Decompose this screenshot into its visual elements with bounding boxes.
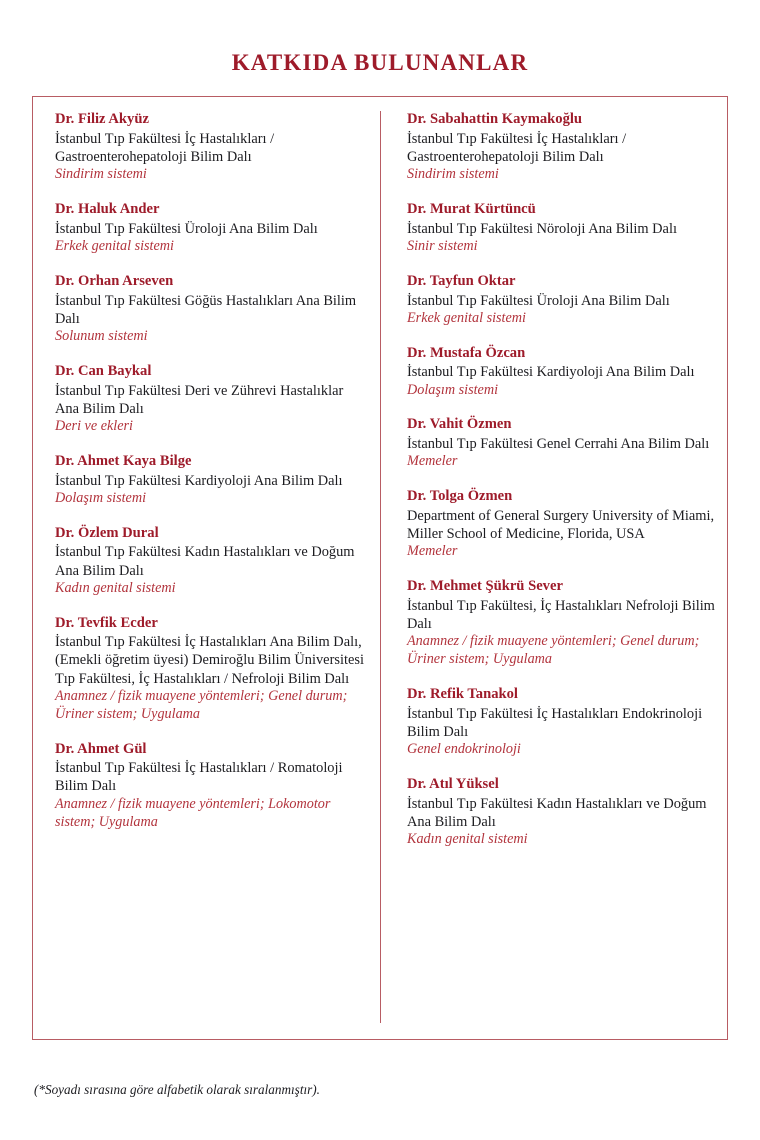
contributor-entry (407, 201, 717, 256)
contributor-entry (55, 363, 364, 436)
contributor-topic: Anamnez / fizik muayene yöntemleri; Lokomotor sistem; Uygulama (55, 795, 331, 830)
contributor-topic: Solunum sistemi (55, 327, 148, 344)
contributor-topic: Dolaşım sistemi (55, 489, 147, 506)
contributor-affiliation: İstanbul Tıp Fakültesi Kardiyoloji Ana Bilim Dalı (55, 472, 343, 489)
contributor-name: Dr. Tayfun Oktar (407, 272, 516, 289)
contributor-name: Dr. Mustafa Özcan (407, 344, 526, 361)
contributor-affiliation: İstanbul Tıp Fakültesi Kadın Hastalıkları ve Doğum Ana Bilim Dalı (55, 544, 355, 579)
contributor-affiliation: Department of General Surgery University of Miami, Miller School of Medicine, Florida, USA (407, 508, 715, 543)
contributor-name: Dr. Ahmet Kaya Bilge (55, 452, 192, 469)
contributor-topic: Sindirim sistemi (55, 166, 147, 183)
contributor-name: Dr. Murat Kürtüncü (407, 200, 536, 217)
contributor-affiliation: İstanbul Tıp Fakültesi Deri ve Zührevi Hastalıklar Ana Bilim Dalı (55, 382, 344, 417)
contributor-entry (55, 453, 364, 508)
contributor-entry (407, 776, 717, 849)
contributor-entry (55, 615, 364, 724)
contributor-name: Dr. Atıl Yüksel (407, 776, 499, 793)
contributor-name: Dr. Sabahattin Kaymakoğlu (407, 111, 583, 127)
contributor-entry (407, 578, 717, 669)
contributor-entry (55, 201, 364, 256)
contributor-affiliation: İstanbul Tıp Fakültesi Üroloji Ana Bilim Dalı (55, 220, 318, 237)
contributor-entry (55, 111, 364, 184)
contributor-entry (55, 741, 364, 832)
contributor-name: Dr. Haluk Ander (55, 200, 160, 217)
contributor-topic: Anamnez / fizik muayene yöntemleri; Genel durum; Üriner sistem; Uygulama (55, 687, 348, 722)
contributor-affiliation: İstanbul Tıp Fakültesi Üroloji Ana Bilim Dalı (407, 292, 670, 309)
contributor-entry (55, 525, 364, 598)
contributor-entry (407, 273, 717, 328)
contributor-name: Dr. Vahit Özmen (407, 416, 512, 433)
contributor-entry (407, 488, 717, 561)
contributors-column-left (33, 111, 380, 1023)
contributor-entry (407, 416, 717, 471)
contributor-affiliation: İstanbul Tıp Fakültesi Nöroloji Ana Bilim Dalı (407, 220, 677, 237)
contributor-name: Dr. Tolga Özmen (407, 488, 513, 505)
contributors-column-right (380, 111, 727, 1023)
footnote: (*Soyadı sırasına göre alfabetik olarak sıralanmıştır). (34, 1082, 320, 1097)
contributor-affiliation: İstanbul Tıp Fakültesi İç Hastalıkları / Gastroenterohepatoloji Bilim Dalı (55, 130, 275, 165)
contributor-topic: Deri ve ekleri (55, 417, 133, 434)
contributor-affiliation: İstanbul Tıp Fakültesi Göğüs Hastalıkları Ana Bilim Dalı (55, 292, 357, 327)
contributors-box (32, 96, 728, 1040)
contributor-affiliation: İstanbul Tıp Fakültesi, İç Hastalıkları Nefroloji Bilim Dalı (407, 598, 715, 633)
contributor-name: Dr. Ahmet Gül (55, 740, 147, 757)
contributor-name: Dr. Filiz Akyüz (55, 111, 149, 127)
contributor-entry (407, 686, 717, 759)
contributor-name: Dr. Orhan Arseven (55, 272, 174, 289)
contributor-affiliation: İstanbul Tıp Fakültesi Kardiyoloji Ana Bilim Dalı (407, 364, 695, 381)
contributor-topic: Sinir sistemi (407, 237, 478, 254)
contributor-affiliation: İstanbul Tıp Fakültesi Kadın Hastalıkları ve Doğum Ana Bilim Dalı (407, 795, 707, 831)
contributor-topic: Erkek genital sistemi (55, 237, 174, 254)
page-title: KATKIDA BULUNANLAR (231, 50, 529, 75)
contributor-name: Dr. Mehmet Şükrü Sever (407, 578, 563, 595)
contributor-topic: Anamnez / fizik muayene yöntemleri; Genel durum; Üriner sistem; Uygulama (407, 633, 700, 668)
contributor-name: Dr. Özlem Dural (55, 524, 159, 541)
contributor-name: Dr. Refik Tanakol (407, 686, 518, 703)
contributor-topic: Memeler (407, 453, 458, 470)
contributor-topic: Genel endokrinoloji (407, 741, 521, 758)
contributor-topic: Sindirim sistemi (407, 166, 499, 183)
contributor-affiliation: İstanbul Tıp Fakültesi İç Hastalıkları / Romatoloji Bilim Dalı (55, 760, 343, 795)
contributor-affiliation: İstanbul Tıp Fakültesi İç Hastalıkları Endokrinoloji Bilim Dalı (407, 705, 703, 741)
contributor-name: Dr. Can Baykal (55, 362, 152, 379)
contributor-affiliation: İstanbul Tıp Fakültesi İç Hastalıkları Ana Bilim Dalı, (Emekli öğretim üyesi) Demiroğlu Bilim Üniversitesi Tıp Fakültesi, İç Hastalıkları / Nefroloji Bilim Dalı (55, 634, 364, 687)
contributor-name: Dr. Tevfik Ecder (55, 614, 158, 631)
contributor-entry (407, 345, 717, 400)
contributor-affiliation: İstanbul Tıp Fakültesi İç Hastalıkları / Gastroenterohepatoloji Bilim Dalı (407, 130, 627, 165)
contributor-entry (407, 111, 717, 184)
contributor-entry (55, 273, 364, 346)
contributor-topic: Memeler (407, 543, 458, 560)
contributor-affiliation: İstanbul Tıp Fakültesi Genel Cerrahi Ana Bilim Dalı (407, 436, 710, 453)
contributor-topic: Dolaşım sistemi (407, 381, 499, 398)
contributor-topic: Erkek genital sistemi (407, 309, 526, 326)
contributor-topic: Kadın genital sistemi (407, 831, 528, 848)
contributor-topic: Kadın genital sistemi (55, 579, 176, 596)
